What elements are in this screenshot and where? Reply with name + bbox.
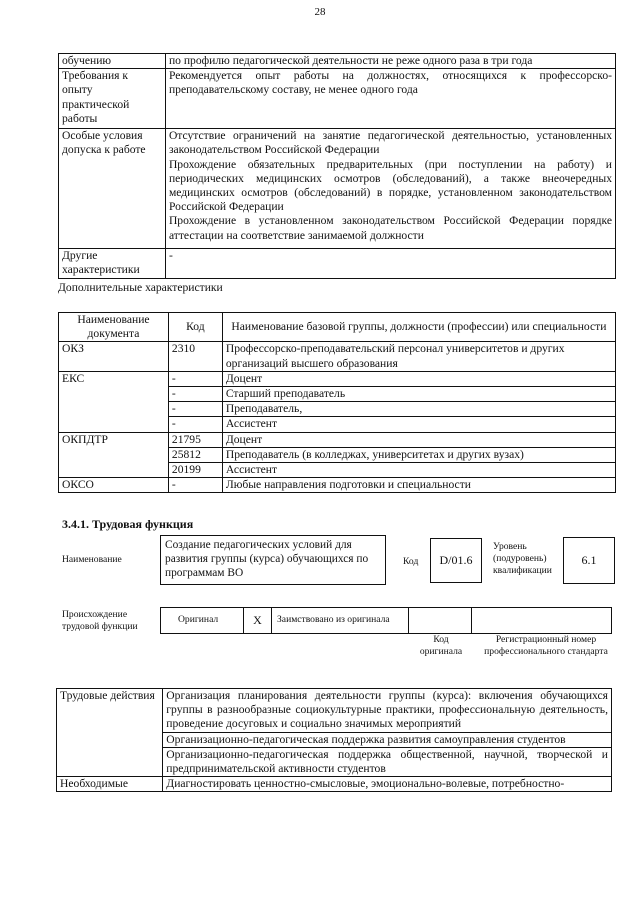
name-label: Наименование [62, 554, 122, 565]
extra-characteristics-table [58, 312, 616, 493]
original-label: Оригинал [178, 614, 219, 625]
table-row [59, 69, 616, 129]
actions-label: Трудовые действия [57, 689, 163, 777]
cell-doc: ОКПДТР [59, 432, 169, 478]
skills-value: Диагностировать ценностно-смысловые, эмоционально-волевые, потребностно- [163, 777, 612, 792]
table-row [59, 342, 616, 371]
row-value: Отсутствие ограничений на занятие педагогической деятельностью, установленных законодательством Российской Федерации Прохождение обязательных предварительных (при поступлении на работу) и периодических медицинских осмотров (обследований), а также внеочередных медицинских осмотров (обследований) в порядке, установленном законодательством Российской Федерации Прохождение в установленном законодательством Российской Федерации порядке аттестации на соответствие занимаемой должности [165, 129, 615, 249]
row-label: Требования к опыту практической работы [59, 69, 166, 129]
row-label: обучению [59, 54, 166, 69]
cell-doc: ЕКС [59, 371, 169, 432]
function-name-box: Создание педагогических условий для развития группы (курса) обучающихся по программам ВО [160, 535, 386, 585]
action-item: Организационно-педагогическая поддержка общественной, научной, творческой и предпринимательской активности студентов [163, 747, 612, 776]
origin-label: Происхождение трудовой функции [62, 609, 138, 632]
cell-code: - [168, 387, 222, 402]
cell-name: Преподаватель (в колледжах, университетах и других вузах) [222, 447, 615, 462]
code-original-caption: Код оригинала [419, 634, 463, 657]
borrowed-label: Заимствовано из оригинала [277, 614, 390, 625]
row-label: Особые условия допуска к работе [59, 129, 166, 249]
requirements-table [58, 53, 616, 279]
page-number: 28 [314, 6, 326, 18]
function-code-box: D/01.6 [430, 538, 482, 583]
action-item: Организация планирования деятельности группы (курса): включения обучающихся группы в разнообразные социокультурные практики, профессиональную деятельность, проведение досуговых и социально значимых мероприятий [163, 689, 612, 733]
skills-label: Необходимые [57, 777, 163, 792]
cell-code: - [168, 371, 222, 386]
level-label: Уровень (подуровень) квалификации [493, 541, 552, 576]
cell-name: Старший преподаватель [222, 387, 615, 402]
reg-number-caption: Регистрационный номер профессионального стандарта [484, 634, 608, 657]
cell-name: Любые направления подготовки и специальности [222, 478, 615, 493]
cell-doc: ОКСО [59, 478, 169, 493]
header-name: Наименование базовой группы, должности (профессии) или специальности [222, 313, 615, 342]
table-row [59, 432, 616, 447]
cell-name: Ассистент [222, 417, 615, 432]
cell-doc: ОКЗ [59, 342, 169, 371]
code-label: Код [403, 556, 419, 567]
cell-name: Ассистент [222, 463, 615, 478]
row-value: по профилю педагогической деятельности не реже одного раза в три года [165, 54, 615, 69]
table-row [57, 689, 612, 733]
cell-code: - [168, 478, 222, 493]
cell-code: 20199 [168, 463, 222, 478]
cell-code: - [168, 417, 222, 432]
table-row [59, 478, 616, 493]
cell-name: Доцент [222, 432, 615, 447]
table-row [59, 129, 616, 249]
row-label: Другие характеристики [59, 249, 166, 279]
cell-code: 25812 [168, 447, 222, 462]
header-doc: Наименование документа [59, 313, 169, 342]
section-title: 3.4.1. Трудовая функция [62, 517, 194, 531]
cell-code: 2310 [168, 342, 222, 371]
table-row [59, 249, 616, 279]
level-box: 6.1 [563, 537, 615, 584]
table-row [59, 371, 616, 386]
table-row [59, 54, 616, 69]
table-header-row [59, 313, 616, 342]
extra-characteristics-title: Дополнительные характеристики [58, 281, 223, 294]
cell-name: Преподаватель, [222, 402, 615, 417]
cell-name: Профессорско-преподавательский персонал университетов и других организаций высшего образования [222, 342, 615, 371]
cell-name: Доцент [222, 371, 615, 386]
cell-code: 21795 [168, 432, 222, 447]
code-original-cell [408, 607, 472, 634]
header-code: Код [168, 313, 222, 342]
row-value: Рекомендуется опыт работы на должностях, относящихся к профессорско-преподавательскому составу, не менее одного года [165, 69, 615, 129]
labor-actions-table [56, 688, 612, 792]
cell-code: - [168, 402, 222, 417]
table-row [57, 777, 612, 792]
row-value: - [165, 249, 615, 279]
action-item: Организационно-педагогическая поддержка развития самоуправления студентов [163, 732, 612, 747]
original-mark: X [253, 613, 262, 627]
